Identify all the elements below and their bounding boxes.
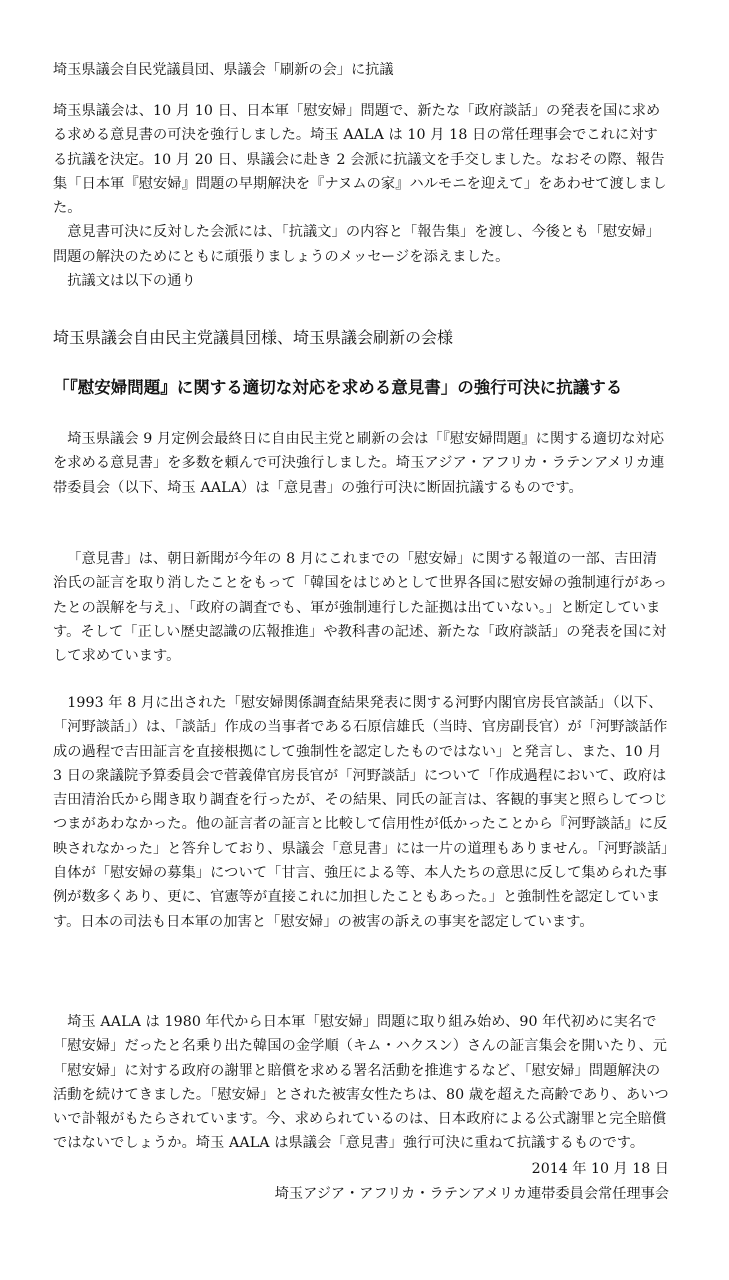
page-heading: 埼玉県議会自民党議員団、県議会「刷新の会」に抗議 <box>53 62 394 78</box>
letter-addressee: 埼玉県議会自由民主党議員団様、埼玉県議会刷新の会様 <box>53 328 454 347</box>
letter-paragraph-1: 埼玉県議会 9 月定例会最終日に自由民主党と刷新の会は「『慰安婦問題』に関する適切な対応を求める意見書」を多数を頼んで可決強行しました。埼玉アジア・アフリカ・ラテンアメリカ連帯委員会（以下、埼玉 AALA）は「意見書」の強行可決に断固抗議するものです。 <box>53 431 665 496</box>
intro-section <box>53 99 671 293</box>
intro-paragraph-3: 抗議文は以下の通り <box>67 273 196 290</box>
letter-paragraph-3: 1993 年 8 月に出された「慰安婦関係調査結果発表に関する河野内閣官房長官談話」（以下、「河野談話」）は、「談話」作成の当事者である石原信雄氏（当時、官房副長官）が「河野談話作成の過程で吉田証言を直接根拠にして強制性を認定したものではない」と発言し、また、10 月 3 日の衆議院予算委員会で菅義偉官房長官が「河野談話」について「作成過程において、政府は吉田清治氏から聞き取り調査を行ったが、その結果、同氏の証言は、客観的事実と照らしてつじつまがあわなかった。他の証言者の証言と比較して信用性が低かったことから『河野談話』に反映されなかった」と答弁しており、県議会「意見書」には一片の道理もありません。「河野談話」自体が「慰安婦の募集」について「甘言、強圧による等、本人たちの意思に反して集められた事例が数多くあり、更に、官憲等が直接これに加担したこともあった。」と強制性を認定しています。日本の司法も日本軍の加害と「慰安婦」の被害の訴えの事実を認定しています。 <box>53 695 669 930</box>
letter-paragraph-2: 「意見書」は、朝日新聞が今年の 8 月にこれまでの「慰安婦」に関する報道の一部、吉田清治氏の証言を取り消したことをもって「韓国をはじめとして世界各国に慰安婦の強制連行があったとの誤解を与え」、「政府の調査でも、軍が強制連行した証拠は出ていない。」と断定しています。そして「正しい歴史認識の広報推進」や教科書の記述、新たな「政府談話」の発表を国に対して求めています。 <box>53 551 668 665</box>
intro-paragraph-1: 埼玉県議会は、10 月 10 日、日本軍「慰安婦」問題で、新たな「政府談話」の発表を国に求める求める意見書の可決を強行しました。埼玉 AALA は 10 月 18 日の常任理事会でこれに対する抗議を決定。10 月 20 日、県議会に赴き 2 会派に抗議文を手交しました。なおその際、報告集「日本軍『慰安婦』問題の早期解決を『ナヌムの家』ハルモニを迎えて」をあわせて渡しました。 <box>53 103 667 217</box>
letter-paragraph-4: 埼玉 AALA は 1980 年代から日本軍「慰安婦」問題に取り組み始め、90 年代初めに実名で「慰安婦」だったと名乗り出た韓国の金学順（キム・ハクスン）さんの証言集会を開いたり、元「慰安婦」に対する政府の謝罪と賠償を求める署名活動を推進するなど、「慰安婦」問題解決の活動を続けてきました。「慰安婦」とされた被害女性たちは、80 歳を超えた高齢であり、あいついで訃報がもたらされています。今、求められているのは、日本政府による公式謝罪と完全賠償ではないでしょうか。埼玉 AALA は県議会「意見書」強行可決に重ねて抗議するものです。 <box>53 1014 669 1152</box>
letter-date: 2014 年 10 月 18 日 <box>531 1161 669 1177</box>
letter-signature: 埼玉アジア・アフリカ・ラテンアメリカ連帯委員会常任理事会 <box>274 1186 669 1202</box>
letter-title: 「『慰安婦問題』に関する適切な対応を求める意見書」の強行可決に抗議する <box>53 378 623 397</box>
intro-paragraph-2: 意見書可決に反対した会派には、「抗議文」の内容と「報告集」を渡し、今後とも「慰安婦」問題の解決のためにともに頑張りましょうのメッセージを添えました。 <box>53 224 661 265</box>
